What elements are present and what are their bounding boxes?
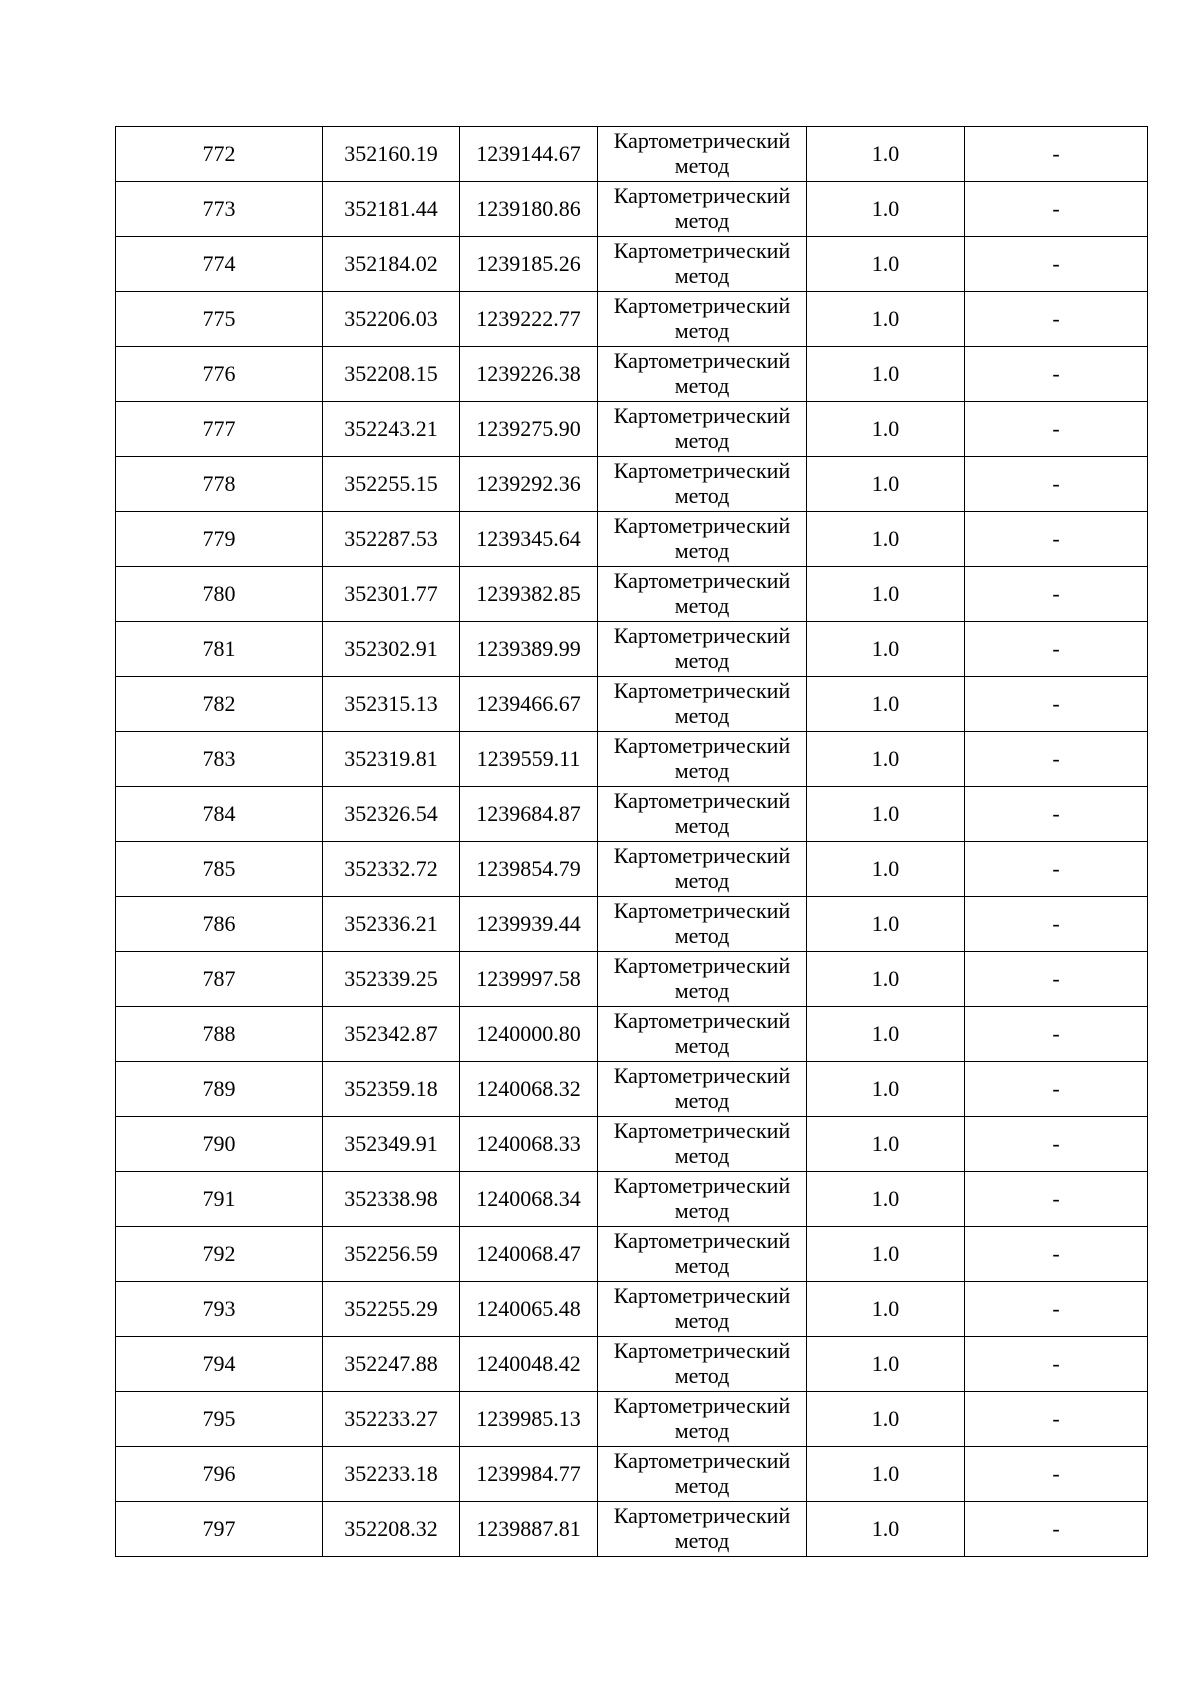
- point-number-cell: 777: [116, 402, 323, 457]
- table-row: [116, 1392, 1148, 1447]
- point-number-cell: 773: [116, 182, 323, 237]
- method-line-1: Картометрический: [613, 1283, 791, 1308]
- method-cell: [598, 1447, 807, 1502]
- note-cell: -: [965, 457, 1148, 512]
- x-coordinate-cell: 352208.32: [323, 1502, 460, 1557]
- method-line-1: Картометрический: [613, 568, 791, 593]
- x-coordinate-cell: 352255.29: [323, 1282, 460, 1337]
- point-number-cell: 788: [116, 1007, 323, 1062]
- method-line-2: метод: [674, 483, 730, 508]
- accuracy-cell: 1.0: [807, 732, 965, 787]
- method-line-2: метод: [674, 1473, 730, 1498]
- method-cell: [598, 1502, 807, 1557]
- method-line-2: метод: [674, 868, 730, 893]
- accuracy-cell: 1.0: [807, 292, 965, 347]
- note-cell: -: [965, 1062, 1148, 1117]
- accuracy-cell: 1.0: [807, 567, 965, 622]
- y-coordinate-cell: 1239275.90: [460, 402, 598, 457]
- y-coordinate-cell: 1240068.32: [460, 1062, 598, 1117]
- note-cell: -: [965, 292, 1148, 347]
- x-coordinate-cell: 352243.21: [323, 402, 460, 457]
- y-coordinate-cell: 1240000.80: [460, 1007, 598, 1062]
- method-line-1: Картометрический: [613, 513, 791, 538]
- point-number-cell: 778: [116, 457, 323, 512]
- y-coordinate-cell: 1240068.33: [460, 1117, 598, 1172]
- point-number-cell: 775: [116, 292, 323, 347]
- y-coordinate-cell: 1239854.79: [460, 842, 598, 897]
- point-number-cell: 774: [116, 237, 323, 292]
- accuracy-cell: 1.0: [807, 1502, 965, 1557]
- accuracy-cell: 1.0: [807, 127, 965, 182]
- note-cell: -: [965, 952, 1148, 1007]
- x-coordinate-cell: 352332.72: [323, 842, 460, 897]
- accuracy-cell: 1.0: [807, 512, 965, 567]
- point-number-cell: 794: [116, 1337, 323, 1392]
- table-row: [116, 1062, 1148, 1117]
- method-line-1: Картометрический: [613, 1173, 791, 1198]
- point-number-cell: 787: [116, 952, 323, 1007]
- method-line-1: Картометрический: [613, 1338, 791, 1363]
- x-coordinate-cell: 352181.44: [323, 182, 460, 237]
- x-coordinate-cell: 352339.25: [323, 952, 460, 1007]
- accuracy-cell: 1.0: [807, 842, 965, 897]
- note-cell: -: [965, 512, 1148, 567]
- table-row: [116, 457, 1148, 512]
- note-cell: -: [965, 347, 1148, 402]
- table-row: [116, 677, 1148, 732]
- method-line-1: Картометрический: [613, 733, 791, 758]
- method-line-1: Картометрический: [613, 1503, 791, 1528]
- method-line-2: метод: [674, 758, 730, 783]
- note-cell: -: [965, 842, 1148, 897]
- method-cell: [598, 1227, 807, 1282]
- method-line-1: Картометрический: [613, 953, 791, 978]
- point-number-cell: 781: [116, 622, 323, 677]
- accuracy-cell: 1.0: [807, 1282, 965, 1337]
- accuracy-cell: 1.0: [807, 1062, 965, 1117]
- table-row: [116, 732, 1148, 787]
- method-line-2: метод: [674, 1528, 730, 1553]
- x-coordinate-cell: 352326.54: [323, 787, 460, 842]
- method-line-1: Картометрический: [613, 788, 791, 813]
- point-number-cell: 776: [116, 347, 323, 402]
- accuracy-cell: 1.0: [807, 622, 965, 677]
- point-number-cell: 796: [116, 1447, 323, 1502]
- note-cell: -: [965, 237, 1148, 292]
- method-line-2: метод: [674, 318, 730, 343]
- accuracy-cell: 1.0: [807, 1392, 965, 1447]
- table-row: [116, 787, 1148, 842]
- x-coordinate-cell: 352342.87: [323, 1007, 460, 1062]
- table-row: [116, 237, 1148, 292]
- note-cell: -: [965, 1337, 1148, 1392]
- table-row: [116, 842, 1148, 897]
- point-number-cell: 786: [116, 897, 323, 952]
- note-cell: -: [965, 1447, 1148, 1502]
- y-coordinate-cell: 1239222.77: [460, 292, 598, 347]
- method-line-2: метод: [674, 1088, 730, 1113]
- method-line-2: метод: [674, 263, 730, 288]
- method-line-1: Картометрический: [613, 843, 791, 868]
- point-number-cell: 780: [116, 567, 323, 622]
- table-row: [116, 1337, 1148, 1392]
- accuracy-cell: 1.0: [807, 182, 965, 237]
- accuracy-cell: 1.0: [807, 787, 965, 842]
- accuracy-cell: 1.0: [807, 347, 965, 402]
- x-coordinate-cell: 352338.98: [323, 1172, 460, 1227]
- method-line-1: Картометрический: [613, 348, 791, 373]
- note-cell: -: [965, 1007, 1148, 1062]
- x-coordinate-cell: 352247.88: [323, 1337, 460, 1392]
- method-line-2: метод: [674, 1363, 730, 1388]
- method-cell: [598, 842, 807, 897]
- y-coordinate-cell: 1239997.58: [460, 952, 598, 1007]
- point-number-cell: 785: [116, 842, 323, 897]
- method-cell: [598, 567, 807, 622]
- y-coordinate-cell: 1239985.13: [460, 1392, 598, 1447]
- method-cell: [598, 787, 807, 842]
- x-coordinate-cell: 352287.53: [323, 512, 460, 567]
- method-cell: [598, 347, 807, 402]
- method-line-1: Картометрический: [613, 458, 791, 483]
- y-coordinate-cell: 1239389.99: [460, 622, 598, 677]
- method-cell: [598, 402, 807, 457]
- method-line-1: Картометрический: [613, 403, 791, 428]
- accuracy-cell: 1.0: [807, 402, 965, 457]
- method-cell: [598, 1282, 807, 1337]
- point-number-cell: 790: [116, 1117, 323, 1172]
- coordinates-table: [115, 126, 1148, 1557]
- method-line-2: метод: [674, 1308, 730, 1333]
- method-cell: [598, 622, 807, 677]
- method-cell: [598, 237, 807, 292]
- y-coordinate-cell: 1240068.47: [460, 1227, 598, 1282]
- x-coordinate-cell: 352208.15: [323, 347, 460, 402]
- accuracy-cell: 1.0: [807, 1447, 965, 1502]
- method-cell: [598, 952, 807, 1007]
- x-coordinate-cell: 352319.81: [323, 732, 460, 787]
- method-line-1: Картометрический: [613, 1118, 791, 1143]
- note-cell: -: [965, 1172, 1148, 1227]
- table-row: [116, 182, 1148, 237]
- method-line-2: метод: [674, 1198, 730, 1223]
- table-row: [116, 1282, 1148, 1337]
- note-cell: -: [965, 787, 1148, 842]
- y-coordinate-cell: 1239144.67: [460, 127, 598, 182]
- method-line-2: метод: [674, 813, 730, 838]
- method-cell: [598, 182, 807, 237]
- method-line-1: Картометрический: [613, 238, 791, 263]
- note-cell: -: [965, 402, 1148, 457]
- table-row: [116, 1172, 1148, 1227]
- x-coordinate-cell: 352255.15: [323, 457, 460, 512]
- note-cell: -: [965, 1227, 1148, 1282]
- x-coordinate-cell: 352233.18: [323, 1447, 460, 1502]
- accuracy-cell: 1.0: [807, 1337, 965, 1392]
- method-cell: [598, 1172, 807, 1227]
- point-number-cell: 793: [116, 1282, 323, 1337]
- method-line-2: метод: [674, 1253, 730, 1278]
- table-row: [116, 127, 1148, 182]
- y-coordinate-cell: 1239984.77: [460, 1447, 598, 1502]
- method-line-1: Картометрический: [613, 128, 791, 153]
- method-line-1: Картометрический: [613, 678, 791, 703]
- x-coordinate-cell: 352160.19: [323, 127, 460, 182]
- method-cell: [598, 1392, 807, 1447]
- note-cell: -: [965, 677, 1148, 732]
- note-cell: -: [965, 1502, 1148, 1557]
- accuracy-cell: 1.0: [807, 897, 965, 952]
- method-line-1: Картометрический: [613, 1393, 791, 1418]
- note-cell: -: [965, 622, 1148, 677]
- y-coordinate-cell: 1239466.67: [460, 677, 598, 732]
- method-line-2: метод: [674, 538, 730, 563]
- method-cell: [598, 127, 807, 182]
- table-row: [116, 1447, 1148, 1502]
- method-line-1: Картометрический: [613, 898, 791, 923]
- y-coordinate-cell: 1239180.86: [460, 182, 598, 237]
- method-line-2: метод: [674, 1033, 730, 1058]
- method-line-1: Картометрический: [613, 1063, 791, 1088]
- accuracy-cell: 1.0: [807, 457, 965, 512]
- note-cell: -: [965, 567, 1148, 622]
- table-row: [116, 402, 1148, 457]
- point-number-cell: 783: [116, 732, 323, 787]
- method-line-1: Картометрический: [613, 293, 791, 318]
- y-coordinate-cell: 1239939.44: [460, 897, 598, 952]
- x-coordinate-cell: 352359.18: [323, 1062, 460, 1117]
- x-coordinate-cell: 352301.77: [323, 567, 460, 622]
- x-coordinate-cell: 352349.91: [323, 1117, 460, 1172]
- method-line-2: метод: [674, 153, 730, 178]
- y-coordinate-cell: 1240068.34: [460, 1172, 598, 1227]
- method-line-1: Картометрический: [613, 183, 791, 208]
- accuracy-cell: 1.0: [807, 237, 965, 292]
- method-line-2: метод: [674, 648, 730, 673]
- table-row: [116, 897, 1148, 952]
- y-coordinate-cell: 1239559.11: [460, 732, 598, 787]
- table-row: [116, 1227, 1148, 1282]
- y-coordinate-cell: 1240065.48: [460, 1282, 598, 1337]
- method-line-2: метод: [674, 978, 730, 1003]
- point-number-cell: 772: [116, 127, 323, 182]
- x-coordinate-cell: 352336.21: [323, 897, 460, 952]
- table-row: [116, 347, 1148, 402]
- method-cell: [598, 1337, 807, 1392]
- note-cell: -: [965, 127, 1148, 182]
- method-cell: [598, 677, 807, 732]
- point-number-cell: 797: [116, 1502, 323, 1557]
- method-line-1: Картометрический: [613, 1448, 791, 1473]
- method-cell: [598, 457, 807, 512]
- accuracy-cell: 1.0: [807, 677, 965, 732]
- table-row: [116, 292, 1148, 347]
- x-coordinate-cell: 352315.13: [323, 677, 460, 732]
- method-cell: [598, 292, 807, 347]
- table-row: [116, 567, 1148, 622]
- note-cell: -: [965, 182, 1148, 237]
- note-cell: -: [965, 1117, 1148, 1172]
- method-line-2: метод: [674, 923, 730, 948]
- point-number-cell: 789: [116, 1062, 323, 1117]
- method-line-2: метод: [674, 1418, 730, 1443]
- x-coordinate-cell: 352233.27: [323, 1392, 460, 1447]
- note-cell: -: [965, 1392, 1148, 1447]
- y-coordinate-cell: 1239684.87: [460, 787, 598, 842]
- x-coordinate-cell: 352302.91: [323, 622, 460, 677]
- method-line-2: метод: [674, 208, 730, 233]
- method-line-2: метод: [674, 593, 730, 618]
- table-row: [116, 952, 1148, 1007]
- point-number-cell: 779: [116, 512, 323, 567]
- y-coordinate-cell: 1240048.42: [460, 1337, 598, 1392]
- point-number-cell: 782: [116, 677, 323, 732]
- method-cell: [598, 1062, 807, 1117]
- method-cell: [598, 897, 807, 952]
- x-coordinate-cell: 352256.59: [323, 1227, 460, 1282]
- y-coordinate-cell: 1239292.36: [460, 457, 598, 512]
- note-cell: -: [965, 897, 1148, 952]
- accuracy-cell: 1.0: [807, 1172, 965, 1227]
- table-row: [116, 1007, 1148, 1062]
- note-cell: -: [965, 732, 1148, 787]
- point-number-cell: 784: [116, 787, 323, 842]
- accuracy-cell: 1.0: [807, 1007, 965, 1062]
- method-line-2: метод: [674, 428, 730, 453]
- method-cell: [598, 512, 807, 567]
- method-cell: [598, 732, 807, 787]
- table-row: [116, 622, 1148, 677]
- x-coordinate-cell: 352184.02: [323, 237, 460, 292]
- accuracy-cell: 1.0: [807, 1117, 965, 1172]
- y-coordinate-cell: 1239226.38: [460, 347, 598, 402]
- point-number-cell: 791: [116, 1172, 323, 1227]
- table-row: [116, 1502, 1148, 1557]
- coordinates-table-body: [116, 127, 1148, 1557]
- x-coordinate-cell: 352206.03: [323, 292, 460, 347]
- point-number-cell: 792: [116, 1227, 323, 1282]
- method-line-2: метод: [674, 373, 730, 398]
- note-cell: -: [965, 1282, 1148, 1337]
- y-coordinate-cell: 1239185.26: [460, 237, 598, 292]
- method-line-1: Картометрический: [613, 1008, 791, 1033]
- y-coordinate-cell: 1239382.85: [460, 567, 598, 622]
- y-coordinate-cell: 1239345.64: [460, 512, 598, 567]
- method-line-2: метод: [674, 1143, 730, 1168]
- accuracy-cell: 1.0: [807, 952, 965, 1007]
- method-line-1: Картометрический: [613, 623, 791, 648]
- method-line-2: метод: [674, 703, 730, 728]
- table-row: [116, 1117, 1148, 1172]
- y-coordinate-cell: 1239887.81: [460, 1502, 598, 1557]
- method-line-1: Картометрический: [613, 1228, 791, 1253]
- table-row: [116, 512, 1148, 567]
- method-cell: [598, 1007, 807, 1062]
- method-cell: [598, 1117, 807, 1172]
- accuracy-cell: 1.0: [807, 1227, 965, 1282]
- point-number-cell: 795: [116, 1392, 323, 1447]
